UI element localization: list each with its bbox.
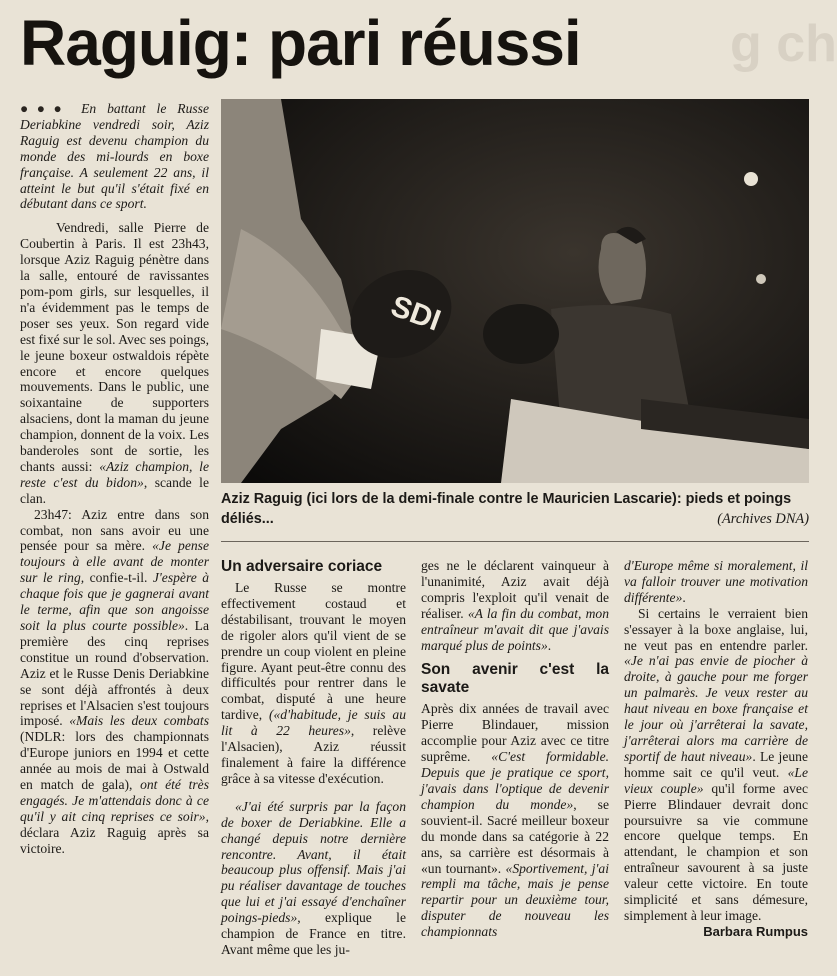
photo-caption [221,489,809,529]
body-paragraph: ges ne le déclarent vainqueur à l'unanimité, Aziz avait déjà compris l'exploit qu'il venait de réaliser. «A la fin du combat, mon entraîneur m'avait dit que j'avais marqué plus de points». [421,558,609,653]
body-paragraph: Si certains le verraient bien s'essayer à la boxe anglaise, lui, ne veut pas en entendre parler. «Je n'ai pas envie de piocher à droite, à gauche pour me forger un palmarès. Je veux rester au haut niveau en boxe française et le jour où j'arrêterai la savate, j'arrêterai alors ma carrière de sportif de haut niveau». Le jeune homme sait ce qu'il veut. «Le vieux couple» qu'il forme avec Pierre Blindauer devrait donc poursuivre sa vie commune encore quelque temps. En attendant, le champion et son entraîneur savourent à sa juste valeur cette victoire. En toute simplicité et sans démesure, simplement à leur image. [624,605,808,923]
right-boxing-glove [483,304,559,364]
body-paragraph: Le Russe se montre effectivement costaud et déstabilisant, trouvant le moyen de rigoler alors qu'il vient de se prendre un coup violent en pleine figure. Ayant peut-être connu des difficultés pour rentrer dans le combat, disputé à une heure tardive, («d'habitude, je suis au lit à 22 heures», relève l'Alsacien), Aziz réussit finalement à faire la différence grâce à sa vitesse d'exécution. [221,580,407,786]
column-2 [221,556,406,958]
boxing-photo [221,99,809,483]
body-paragraph: Après dix années de travail avec Pierre Blindauer, mission accomplie pour Aziz avec ce titre suprême. «C'est formidable. Depuis que je pratique ce sport, j'avais dans l'optique de devenir champion du monde», se souvient-il. Sacré meilleur boxeur du monde dans sa catégorie à 22 ans, sa carrière est désormais à «un tournant». «Sportivement, j'ai rempli ma tâche, mais je pense repartir pour un deuxième tour, disputer de nouveau les championnats [421,701,610,940]
bullet-markers: ●●● [20,101,71,116]
column-3 [421,558,609,940]
glove-logo: SDI [386,289,445,338]
boxing-photo-image [221,99,809,483]
photo-credit: (Archives DNA) [717,511,809,527]
body-paragraph: «J'ai été surpris par la façon de boxer de Deriabkine. Elle a changé depuis notre dernière rencontre. Avant, il était beaucoup plus offensif. Mais j'ai pu réaliser davantage de touches que lui et j'ai essayé d'enchaîner poings-pieds», explique le champion de France en titre. Avant même que les ju- [221,798,406,957]
author-signature: Barbara Rumpus [703,923,808,939]
adjacent-article-headline: g ch [730,15,837,73]
body-paragraph: 23h47: Aziz entre dans son combat, non sans avoir eu une pensée pour sa mère. «Je pense toujours à elle avant de monter sur le ring, confie-t-il. J'espère à chaque fois que je gagnerai avant le terme, afin que son angoisse soit la plus courte possible». La première des cinq reprises constitue un round d'observation. Aziz et le Russe Denis Deriabkine se sont déjà affrontés à deux reprises et l'Alsacien s'est toujours imposé. «Mais les deux combats (NDLR: lors des championnats d'Europe juniors en 1994 et cette année au mois de mai à Ostwald en match de gala), ont été très engagés. Je m'attendais donc à ce qu'il y ait cinq reprises ce soir», déclara Aziz Raguig après sa victoire. [20,506,210,856]
column-4 [624,558,808,940]
lead-text: En battant le Russe Deriabkine vendredi soir, Aziz Raguig est devenu champion du monde des mi-lourds en boxe française. A seulement 22 ans, il atteint le but qu'il s'était fixé en débutant dans ce sport. [20,101,209,212]
arena-light [744,172,758,186]
column-1 [20,101,209,857]
subheading: Son avenir c'est la savate [421,661,609,697]
lead-paragraph [20,101,209,212]
body-paragraph: Vendredi, salle Pierre de Coubertin à Paris. Il est 23h43, lorsque Aziz Raguig pénètre dans la salle, entouré de ravissantes pom-pom girls, sur lesquelles, il n'a évidemment pas le temps de poser ses yeux. Son regard vide est fixé sur le sol. Avec ses poings, le jeune boxeur ostwaldois répète encore et encore quelques mouvements. Dans le public, une soixantaine de supporters alsaciens, dont la maman du jeune champion, donnent de la voix. Les banderoles sont de sortie, les chants aussi: «Aziz champion, le reste c'est du bidon», scande le clan. [20,220,209,506]
body-paragraph: d'Europe même si moralement, il va falloir trouver une motivation différente». [624,558,808,605]
subheading: Un adversaire coriace [221,558,383,575]
right-boxer-head [599,233,646,304]
caption-text: Aziz Raguig (ici lors de la demi-finale contre le Mauricien Lascarie): pieds et poings déliés... [221,491,792,527]
caption-divider [221,541,809,542]
headline: Raguig: pari réussi [20,7,581,79]
